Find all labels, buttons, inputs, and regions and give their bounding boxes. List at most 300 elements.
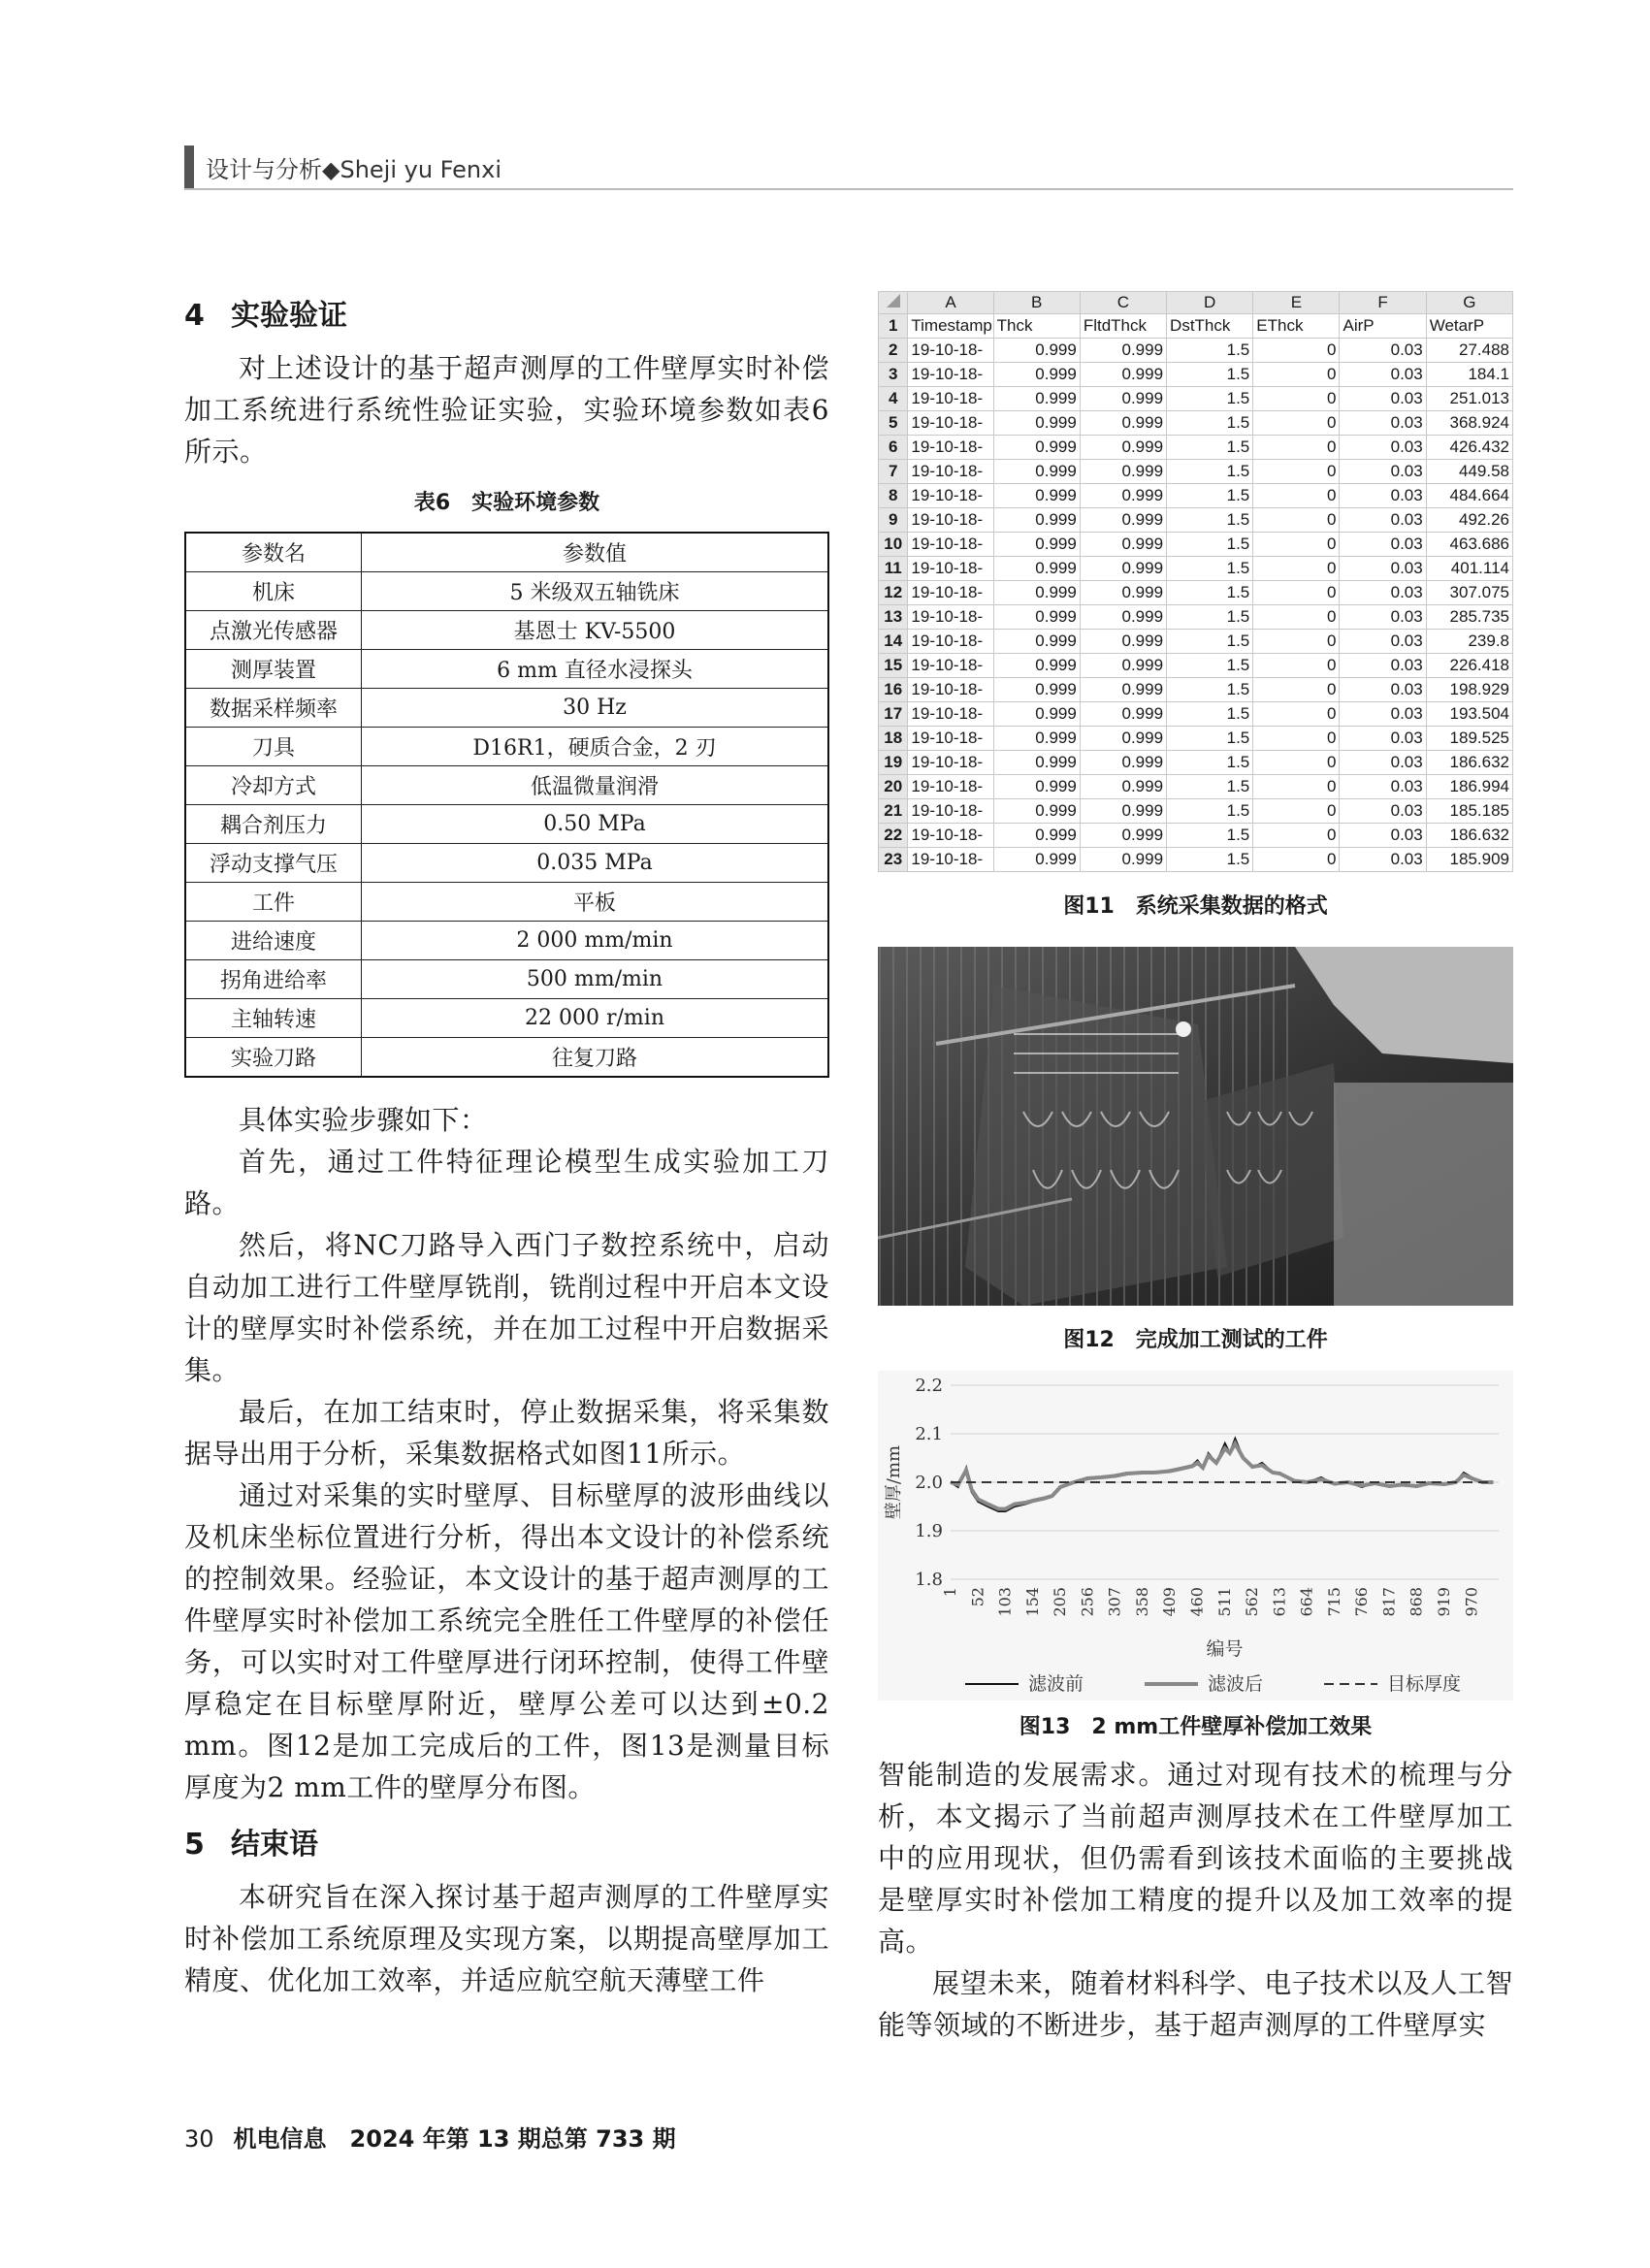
table-6-param-name: 点激光传感器 — [185, 611, 362, 650]
table-6 — [184, 532, 829, 1078]
section-4-title: 实验验证 — [231, 299, 347, 333]
sheet-cell: 1.5 — [1167, 702, 1253, 727]
table-6-param-value: 6 mm 直径水浸探头 — [362, 650, 829, 689]
sheet-cell: 0.03 — [1340, 411, 1426, 436]
sheet-row — [879, 678, 1513, 702]
sheet-cell: 0.03 — [1340, 339, 1426, 363]
y-axis-label: 壁厚/mm — [884, 1444, 904, 1520]
sheet-cell: 0.999 — [1080, 533, 1166, 557]
sheet-cell: 226.418 — [1426, 654, 1512, 678]
sheet-cell: 0.999 — [993, 751, 1080, 775]
sheet-cell: 0.999 — [993, 581, 1080, 605]
sheet-cell: 0.999 — [1080, 387, 1166, 411]
section-4-paragraph-5: 最后，在加工结束时，停止数据采集，将采集数据导出用于分析，采集数据格式如图11所示。 — [184, 1396, 829, 1470]
sheet-cell: 0 — [1253, 581, 1340, 605]
sheet-cell: 19-10-18- — [908, 654, 993, 678]
x-tick-label: 1 — [941, 1587, 959, 1598]
sheet-row-number: 16 — [879, 678, 908, 702]
sheet-row — [879, 363, 1513, 387]
sheet-cell: 0.999 — [1080, 484, 1166, 508]
sheet-cell: 0 — [1253, 775, 1340, 799]
legend-label: 滤波后 — [1208, 1673, 1264, 1695]
sheet-cell: 19-10-18- — [908, 533, 993, 557]
sheet-cell: 186.632 — [1426, 751, 1512, 775]
sheet-cell: 19-10-18- — [908, 824, 993, 848]
section-4-paragraph-4: 然后，将NC刀路导入西门子数控系统中，启动自动加工进行工件壁厚铣削，铣削过程中开启本文设计的壁厚实时补偿系统，并在加工过程中开启数据采集。 — [184, 1229, 829, 1386]
sheet-cell: 0.03 — [1340, 387, 1426, 411]
sheet-row-number: 18 — [879, 727, 908, 751]
sheet-cell: 198.929 — [1426, 678, 1512, 702]
x-tick-label: 562 — [1243, 1587, 1262, 1617]
figure-11-caption: 图11 系统采集数据的格式 — [1063, 894, 1328, 919]
sheet-cell: 0.999 — [993, 484, 1080, 508]
x-tick-label: 817 — [1379, 1587, 1399, 1617]
sheet-cell: 0.03 — [1340, 605, 1426, 630]
sheet-column-letter: F — [1340, 292, 1426, 314]
right-column — [878, 291, 1513, 2046]
section-5-number: 5 — [184, 1828, 205, 1862]
sheet-cell: 0.999 — [1080, 727, 1166, 751]
sheet-cell: 0.999 — [993, 411, 1080, 436]
sheet-row-number: 1 — [879, 314, 908, 339]
sheet-cell: 1.5 — [1167, 751, 1253, 775]
sheet-cell: 0.999 — [1080, 824, 1166, 848]
sheet-cell: 1.5 — [1167, 484, 1253, 508]
sheet-cell: 0.999 — [993, 727, 1080, 751]
sheet-cell: 0.03 — [1340, 557, 1426, 581]
sheet-cell: 1.5 — [1167, 387, 1253, 411]
sheet-cell: 1.5 — [1167, 799, 1253, 824]
table-6-header-row — [185, 533, 828, 572]
header-bar — [184, 146, 194, 188]
table-6-param-name: 实验刀路 — [185, 1038, 362, 1078]
x-tick-label: 511 — [1214, 1587, 1234, 1617]
sheet-cell: 19-10-18- — [908, 460, 993, 484]
sheet-cell: 0 — [1253, 727, 1340, 751]
x-tick-label: 613 — [1270, 1587, 1289, 1617]
sheet-row — [879, 848, 1513, 872]
sheet-row — [879, 775, 1513, 799]
table-6-row — [185, 611, 828, 650]
sheet-cell: 1.5 — [1167, 508, 1253, 533]
table-6-param-value: 往复刀路 — [362, 1038, 829, 1078]
sheet-cell: 0.03 — [1340, 436, 1426, 460]
journal-info: 机电信息 2024 年第 13 期总第 733 期 — [233, 2125, 676, 2153]
sheet-cell: 0 — [1253, 387, 1340, 411]
sheet-cell: 0.03 — [1340, 824, 1426, 848]
x-tick-label: 358 — [1132, 1587, 1151, 1617]
table-6-row — [185, 572, 828, 611]
sheet-cell: 0.03 — [1340, 775, 1426, 799]
section-5-paragraph-2: 展望未来，随着材料科学、电子技术以及人工智能等领域的不断进步，基于超声测厚的工件壁厚实 — [878, 1967, 1513, 2041]
sheet-cell: 19-10-18- — [908, 605, 993, 630]
sheet-cell: 0.999 — [993, 605, 1080, 630]
table-6-row — [185, 960, 828, 999]
sheet-cell: 0 — [1253, 702, 1340, 727]
table-6-row — [185, 689, 828, 728]
table-6-param-value: 0.035 MPa — [362, 844, 829, 883]
sheet-cell: 426.432 — [1426, 436, 1512, 460]
sheet-cell: 1.5 — [1167, 775, 1253, 799]
sheet-row-number: 20 — [879, 775, 908, 799]
sheet-cell: 0.999 — [1080, 581, 1166, 605]
sheet-row — [879, 339, 1513, 363]
x-tick-label: 715 — [1324, 1587, 1343, 1617]
sheet-cell: 19-10-18- — [908, 436, 993, 460]
sheet-cell: 0 — [1253, 411, 1340, 436]
y-tick-label: 2.0 — [915, 1473, 943, 1493]
sheet-row-number: 9 — [879, 508, 908, 533]
sheet-cell: 19-10-18- — [908, 484, 993, 508]
sheet-cell: 484.664 — [1426, 484, 1512, 508]
sheet-row-number: 8 — [879, 484, 908, 508]
sheet-cell: 368.924 — [1426, 411, 1512, 436]
sheet-row-number: 11 — [879, 557, 908, 581]
sheet-cell: 186.632 — [1426, 824, 1512, 848]
table-6-header-cell: 参数名 — [185, 533, 362, 572]
sheet-cell: 1.5 — [1167, 411, 1253, 436]
sheet-cell: 0.999 — [993, 702, 1080, 727]
sheet-cell: 0 — [1253, 824, 1340, 848]
sheet-cell: 19-10-18- — [908, 799, 993, 824]
sheet-cell: 0.999 — [1080, 557, 1166, 581]
table-6-param-name: 机床 — [185, 572, 362, 611]
sheet-cell: 0.03 — [1340, 460, 1426, 484]
sheet-cell: 0 — [1253, 848, 1340, 872]
sheet-row — [879, 484, 1513, 508]
section-4-paragraph-1: 对上述设计的基于超声测厚的工件壁厚实时补偿加工系统进行系统性验证实验，实验环境参数如表6所示。 — [184, 352, 829, 468]
page-footer — [184, 2120, 676, 2154]
table-6-row — [185, 728, 828, 766]
sheet-column-name: Timestamp — [908, 314, 993, 339]
sheet-cell: 189.525 — [1426, 727, 1512, 751]
figure-13-caption: 图13 2 mm工件壁厚补偿加工效果 — [1019, 1715, 1373, 1739]
sheet-cell: 0.999 — [993, 824, 1080, 848]
sheet-row — [879, 824, 1513, 848]
table-6-param-value: 0.50 MPa — [362, 805, 829, 844]
workpiece-photo-illustration — [878, 947, 1513, 1306]
table-6-row — [185, 999, 828, 1038]
sheet-cell: 0.03 — [1340, 508, 1426, 533]
sheet-cell: 0.03 — [1340, 678, 1426, 702]
sheet-cell: 239.8 — [1426, 630, 1512, 654]
x-tick-label: 766 — [1352, 1587, 1372, 1617]
sheet-cell: 0.999 — [1080, 775, 1166, 799]
sheet-cell: 1.5 — [1167, 339, 1253, 363]
sheet-cell: 19-10-18- — [908, 702, 993, 727]
sheet-cell: 19-10-18- — [908, 678, 993, 702]
sheet-cell: 0 — [1253, 751, 1340, 775]
table-6-row — [185, 650, 828, 689]
sheet-row — [879, 630, 1513, 654]
sheet-column-name: EThck — [1253, 314, 1340, 339]
sheet-column-letter: G — [1426, 292, 1512, 314]
sheet-cell: 0.999 — [993, 387, 1080, 411]
table-6-row — [185, 844, 828, 883]
sheet-cell: 0.999 — [993, 363, 1080, 387]
sheet-cell: 0.999 — [993, 508, 1080, 533]
sheet-row-number: 14 — [879, 630, 908, 654]
sheet-column-name: Thck — [993, 314, 1080, 339]
x-tick-label: 664 — [1297, 1587, 1316, 1617]
sheet-cell: 0.999 — [1080, 363, 1166, 387]
sheet-cell: 0.999 — [1080, 799, 1166, 824]
sheet-column-letter: C — [1080, 292, 1166, 314]
section-4-heading — [184, 291, 829, 334]
sheet-cell: 19-10-18- — [908, 727, 993, 751]
table-6-header-cell: 参数值 — [362, 533, 829, 572]
sheet-cell: 0.999 — [1080, 751, 1166, 775]
sheet-cell: 19-10-18- — [908, 848, 993, 872]
sheet-cell: 0.03 — [1340, 848, 1426, 872]
sheet-cell: 27.488 — [1426, 339, 1512, 363]
sheet-column-name: WetarP — [1426, 314, 1512, 339]
sheet-cell: 0.03 — [1340, 799, 1426, 824]
table-6-param-name: 浮动支撑气压 — [185, 844, 362, 883]
sheet-cell: 0.999 — [1080, 508, 1166, 533]
table-6-param-name: 主轴转速 — [185, 999, 362, 1038]
sheet-cell: 19-10-18- — [908, 363, 993, 387]
sheet-cell: 0.999 — [1080, 460, 1166, 484]
x-tick-label: 409 — [1160, 1587, 1180, 1617]
sheet-cell: 1.5 — [1167, 678, 1253, 702]
sheet-row — [879, 799, 1513, 824]
x-tick-label: 460 — [1187, 1587, 1207, 1617]
sheet-row — [879, 411, 1513, 436]
sheet-cell: 463.686 — [1426, 533, 1512, 557]
sheet-cell: 1.5 — [1167, 363, 1253, 387]
sheet-cell: 0.999 — [993, 339, 1080, 363]
y-tick-label: 1.9 — [915, 1521, 943, 1541]
table-6-row — [185, 805, 828, 844]
figure-12-caption: 图12 完成加工测试的工件 — [1063, 1328, 1328, 1352]
sheet-row-number: 2 — [879, 339, 908, 363]
sheet-cell: 0.03 — [1340, 363, 1426, 387]
sheet-cell: 449.58 — [1426, 460, 1512, 484]
sheet-cell: 0 — [1253, 484, 1340, 508]
sheet-column-letter: A — [908, 292, 993, 314]
table-6-param-value: 500 mm/min — [362, 960, 829, 999]
running-header — [184, 146, 501, 188]
left-column — [184, 291, 829, 2001]
sheet-cell: 0.03 — [1340, 581, 1426, 605]
series-line-1 — [951, 1443, 1493, 1509]
sheet-cell: 401.114 — [1426, 557, 1512, 581]
sheet-cell: 0.999 — [1080, 411, 1166, 436]
sheet-cell: 0 — [1253, 605, 1340, 630]
sheet-cell: 0 — [1253, 557, 1340, 581]
sheet-cell: 19-10-18- — [908, 775, 993, 799]
section-4-paragraph-2: 具体实验步骤如下： — [239, 1104, 488, 1136]
sheet-row — [879, 751, 1513, 775]
sheet-cell: 0.03 — [1340, 727, 1426, 751]
sheet-row — [879, 460, 1513, 484]
sheet-cell: 0 — [1253, 799, 1340, 824]
sheet-row-number: 7 — [879, 460, 908, 484]
sheet-cell: 0.999 — [993, 848, 1080, 872]
table-6-param-value: 平板 — [362, 883, 829, 922]
sheet-cell: 0 — [1253, 533, 1340, 557]
sheet-cell: 19-10-18- — [908, 339, 993, 363]
sheet-cell: 1.5 — [1167, 630, 1253, 654]
sheet-cell: 0.999 — [1080, 702, 1166, 727]
table-6-param-value: D16R1，硬质合金，2 刃 — [362, 728, 829, 766]
sheet-cell: 19-10-18- — [908, 411, 993, 436]
sheet-cell: 307.075 — [1426, 581, 1512, 605]
sheet-column-name: AirP — [1340, 314, 1426, 339]
table-6-param-name: 测厚装置 — [185, 650, 362, 689]
sheet-cell: 0 — [1253, 654, 1340, 678]
table-6-row — [185, 883, 828, 922]
sheet-cell: 0.999 — [993, 460, 1080, 484]
sheet-cell: 0.999 — [1080, 848, 1166, 872]
section-4-number: 4 — [184, 299, 205, 333]
section-4-paragraph-3: 首先，通过工件特征理论模型生成实验加工刀路。 — [184, 1146, 829, 1219]
sheet-row — [879, 533, 1513, 557]
sheet-cell: 19-10-18- — [908, 508, 993, 533]
header-title: 设计与分析◆Sheji yu Fenxi — [206, 155, 502, 183]
sheet-row-number: 21 — [879, 799, 908, 824]
table-6-param-name: 工件 — [185, 883, 362, 922]
section-5-paragraph-1: 本研究旨在深入探讨基于超声测厚的工件壁厚实时补偿加工系统原理及实现方案，以期提高壁厚加工精度、优化加工效率，并适应航空航天薄壁工件 — [184, 1881, 829, 1996]
table-6-row — [185, 1038, 828, 1078]
x-tick-label: 154 — [1022, 1587, 1042, 1617]
sheet-row — [879, 605, 1513, 630]
table-6-param-name: 耦合剂压力 — [185, 805, 362, 844]
sheet-cell: 0.999 — [993, 436, 1080, 460]
section-5-heading — [184, 1820, 829, 1863]
sheet-cell: 1.5 — [1167, 848, 1253, 872]
sheet-column-letter: E — [1253, 292, 1340, 314]
sheet-cell: 19-10-18- — [908, 630, 993, 654]
x-tick-label: 103 — [995, 1587, 1015, 1617]
legend-label: 目标厚度 — [1387, 1673, 1462, 1695]
sheet-cell: 0.999 — [1080, 436, 1166, 460]
sheet-cell: 19-10-18- — [908, 581, 993, 605]
sheet-row-number: 13 — [879, 605, 908, 630]
table-6-param-name: 冷却方式 — [185, 766, 362, 805]
sheet-cell: 185.909 — [1426, 848, 1512, 872]
table-6-caption: 表6 实验环境参数 — [413, 491, 600, 515]
x-tick-label: 256 — [1078, 1587, 1097, 1617]
sheet-cell: 0.03 — [1340, 751, 1426, 775]
sheet-cell: 0 — [1253, 460, 1340, 484]
sheet-row-number: 15 — [879, 654, 908, 678]
page-number: 30 — [184, 2125, 214, 2153]
sheet-cell: 492.26 — [1426, 508, 1512, 533]
sheet-cell: 0.999 — [993, 799, 1080, 824]
x-axis-label: 编号 — [1206, 1638, 1244, 1660]
y-tick-label: 2.1 — [915, 1424, 943, 1444]
table-6-param-value: 低温微量润滑 — [362, 766, 829, 805]
x-tick-label: 919 — [1434, 1587, 1453, 1617]
sheet-cell: 0.999 — [993, 533, 1080, 557]
sheet-cell: 1.5 — [1167, 436, 1253, 460]
sheet-cell: 0.999 — [1080, 654, 1166, 678]
sheet-cell: 185.185 — [1426, 799, 1512, 824]
figure-13-chart-container — [878, 1371, 1513, 1701]
sheet-cell: 186.994 — [1426, 775, 1512, 799]
sheet-row-number: 23 — [879, 848, 908, 872]
sheet-row — [879, 654, 1513, 678]
table-6-param-value: 22 000 r/min — [362, 999, 829, 1038]
sheet-cell: 0.999 — [1080, 630, 1166, 654]
sheet-column-letter: B — [993, 292, 1080, 314]
sheet-row — [879, 387, 1513, 411]
sheet-cell: 19-10-18- — [908, 387, 993, 411]
sheet-column-header-row — [879, 292, 1513, 314]
sheet-cell: 1.5 — [1167, 824, 1253, 848]
table-6-param-name: 数据采样频率 — [185, 689, 362, 728]
sheet-row — [879, 581, 1513, 605]
sheet-cell: 1.5 — [1167, 654, 1253, 678]
table-6-row — [185, 922, 828, 960]
figure-12-photo — [878, 947, 1513, 1306]
sheet-cell: 0.999 — [993, 630, 1080, 654]
table-6-param-value: 30 Hz — [362, 689, 829, 728]
table-6-param-value: 基恩士 KV-5500 — [362, 611, 829, 650]
sheet-row-number: 3 — [879, 363, 908, 387]
sheet-cell: 0.03 — [1340, 630, 1426, 654]
header-rule — [184, 188, 1513, 190]
sheet-cell: 0.999 — [993, 654, 1080, 678]
sheet-cell: 0.999 — [993, 557, 1080, 581]
table-6-param-name: 进给速度 — [185, 922, 362, 960]
sheet-row — [879, 508, 1513, 533]
table-6-param-value: 5 米级双五轴铣床 — [362, 572, 829, 611]
sheet-cell: 0.03 — [1340, 533, 1426, 557]
x-tick-label: 970 — [1462, 1587, 1481, 1617]
sheet-cell: 1.5 — [1167, 533, 1253, 557]
sheet-cell: 0.03 — [1340, 654, 1426, 678]
table-6-row — [185, 766, 828, 805]
sheet-row-number: 22 — [879, 824, 908, 848]
sheet-cell: 0 — [1253, 436, 1340, 460]
sheet-row — [879, 436, 1513, 460]
sheet-cell: 193.504 — [1426, 702, 1512, 727]
x-tick-label: 307 — [1105, 1587, 1124, 1617]
table-6-param-name: 拐角进给率 — [185, 960, 362, 999]
sheet-cell: 0.03 — [1340, 484, 1426, 508]
sheet-cell: 184.1 — [1426, 363, 1512, 387]
sheet-cell: 0.03 — [1340, 702, 1426, 727]
sheet-cell: 0 — [1253, 678, 1340, 702]
sheet-cell: 19-10-18- — [908, 751, 993, 775]
sheet-corner-cell — [879, 292, 908, 314]
sheet-cell: 251.013 — [1426, 387, 1512, 411]
sheet-row-number: 19 — [879, 751, 908, 775]
sheet-row-number: 5 — [879, 411, 908, 436]
section-4-paragraph-6: 通过对采集的实时壁厚、目标壁厚的波形曲线以及机床坐标位置进行分析，得出本文设计的补偿系统的控制效果。经验证，本文设计的基于超声测厚的工件壁厚实时补偿加工系统完全胜任工件壁厚的补偿任务，可以实时对工件壁厚进行闭环控制，使得工件壁厚稳定在目标壁厚附近，壁厚公差可以达到±0.2 mm。图12是加工完成后的工件，图13是测量目标厚度为2 mm工件的壁厚分布图。 — [184, 1479, 829, 1803]
sheet-cell: 0.999 — [993, 775, 1080, 799]
sheet-row-number: 6 — [879, 436, 908, 460]
y-tick-label: 2.2 — [915, 1376, 943, 1396]
figure-11-spreadsheet — [878, 291, 1513, 872]
sheet-cell: 1.5 — [1167, 727, 1253, 751]
sheet-cell: 0.999 — [1080, 605, 1166, 630]
sheet-row — [879, 727, 1513, 751]
sheet-row-number: 4 — [879, 387, 908, 411]
figure-13-chart — [878, 1371, 1513, 1701]
x-tick-label: 868 — [1407, 1587, 1426, 1617]
sheet-row-number: 10 — [879, 533, 908, 557]
section-5-title: 结束语 — [231, 1828, 318, 1862]
sheet-cell: 0 — [1253, 508, 1340, 533]
sheet-column-name: FltdThck — [1080, 314, 1166, 339]
sheet-cell: 1.5 — [1167, 557, 1253, 581]
table-6-param-value: 2 000 mm/min — [362, 922, 829, 960]
sheet-cell: 1.5 — [1167, 605, 1253, 630]
